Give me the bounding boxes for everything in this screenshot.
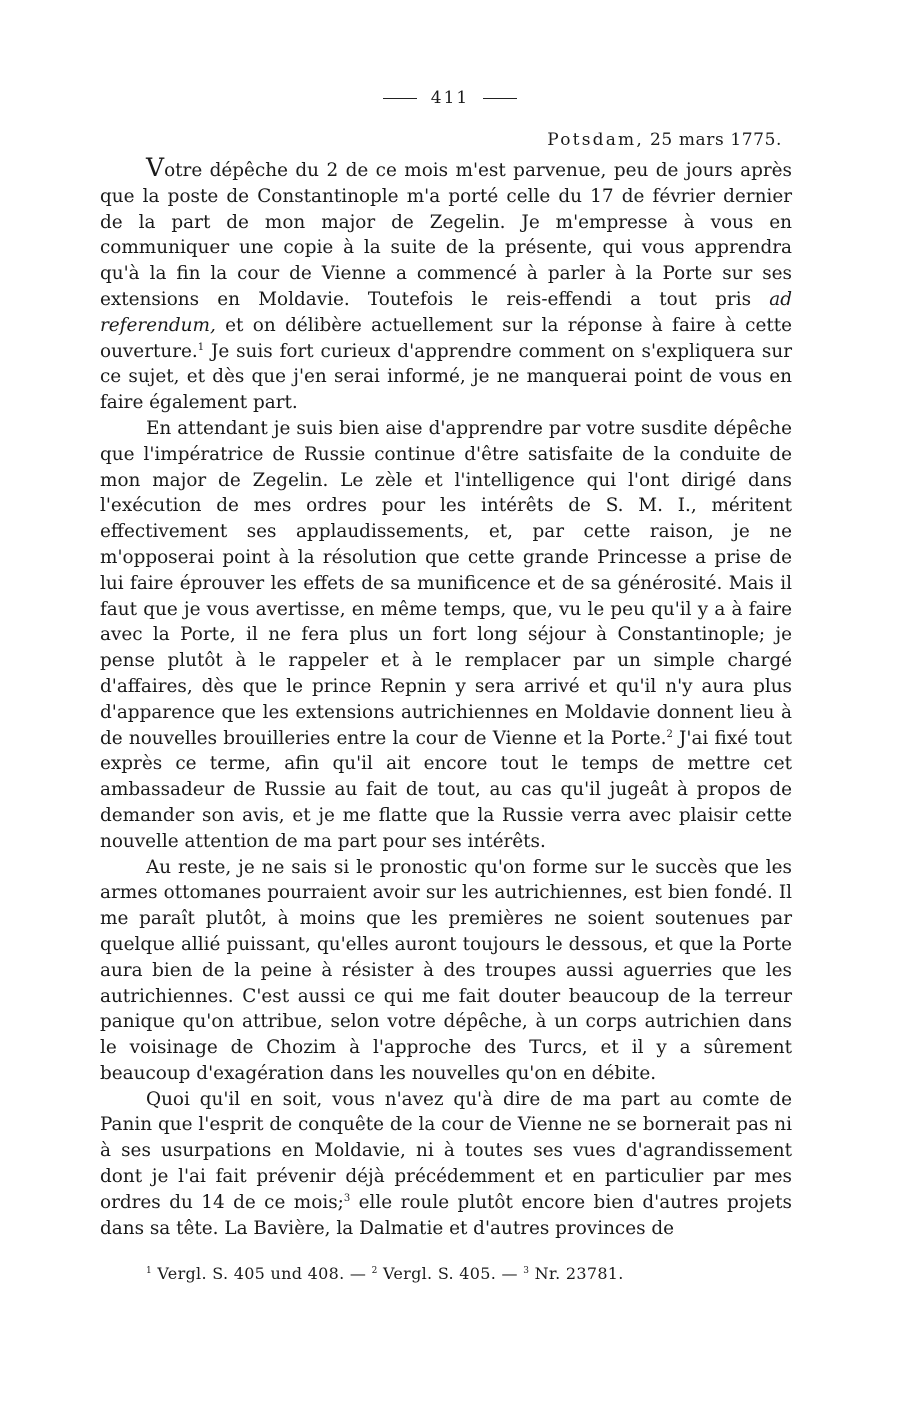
header-rule-right [483, 98, 517, 99]
paragraph-1 [100, 153, 792, 416]
paragraph-3 [100, 855, 792, 1087]
paragraph-1-text-a: otre dépêche du 2 de ce mois m'est parvenue, peu de jours après que la poste de Constantinople m'a porté celle du 17 de février dernier de la part de mon major de Zegelin. Je m'empresse à vous en communiquer une copie à la suite de la présente, qui vous apprendra qu'à la fin la cour de Vienne a commencé à parler à la Porte sur ses extensions en Moldavie. Toutefois le reis-effendi a tout pris [100, 160, 792, 310]
paragraph-1-text-b: et on délibère actuellement sur la réponse à faire à cette ouverture. [100, 314, 792, 362]
dateline-date: 25 mars 1775. [649, 130, 782, 150]
paragraph-2-text-a: En attendant je suis bien aise d'apprendre par votre susdite dépêche que l'impératrice de Russie continue d'être satisfaite de la conduite de mon major de Zegelin. Le zèle et l'intelligence qui l'ont dirigé dans l'exécution de mes ordres pour les intérêts de S. M. I., méritent effectivement ses applaudissements, et, par cette raison, je ne m'opposerai point à la résolution que cette grande Princesse a prise de lui faire éprouver les effets de sa munificence et de sa générosité. Mais il faut que je vous avertisse, en même temps, que, vu le peu qu'il y a à faire avec la Porte, il ne fera plus un fort long séjour à Constantinople; je pense plutôt à le rappeler et à le remplacer par un simple chargé d'affaires, dès que le prince Repnin y sera arrivé et qu'il n'y aura plus d'apparence que les extensions autrichiennes en Moldavie donnent lieu à de nouvelles brouilleries entre la cour de Vienne et la Porte. [100, 417, 792, 749]
footnote-3-marker: 3 [523, 1266, 530, 1276]
paragraph-4-text-a: Quoi qu'il en soit, vous n'avez qu'à dire de ma part au comte de Panin que l'esprit de conquête de la cour de Vienne ne se bornerait pas ni à ses usurpations en Moldavie, ni à toutes ses vues d'agrandissement dont je l'ai fait prévenir déjà précédemment et en particulier par mes ordres du 14 de ce mois; [100, 1088, 792, 1213]
footnote-1-marker: 1 [146, 1266, 153, 1276]
footnote-2-text: Vergl. S. 405. — [377, 1264, 524, 1283]
footnote-ref-3: 3 [343, 1192, 351, 1204]
initial-letter: V [146, 153, 165, 182]
paragraph-1-italic: ad referendum, [100, 288, 792, 336]
paragraph-1-text-c: Je suis fort curieux d'apprendre comment on s'expliquera sur ce sujet, et dès que j'en serai informé, je ne manquerai point de vous en faire également part. [100, 340, 792, 414]
paragraph-2 [100, 416, 792, 855]
page-number: 411 [430, 88, 470, 108]
dateline [547, 130, 782, 150]
page-header [0, 88, 900, 108]
footnote-2-marker: 2 [371, 1266, 378, 1276]
paragraph-4-text-b: elle roule plutôt encore bien d'autres projets dans sa tête. La Bavière, la Dalmatie et d'autres provinces de [100, 1191, 792, 1239]
letter-body [100, 153, 793, 1241]
footnote-3-text: Nr. 23781. [529, 1264, 624, 1283]
paragraph-3-text: Au reste, je ne sais si le pronostic qu'on forme sur le succès que les armes ottomanes pourraient avoir sur les autrichiennes, est bien fondé. Il me paraît plutôt, à moins que les premières ne soient soutenues par quelque allié puissant, qu'elles auront toujours le dessous, et que la Porte aura bien de la peine à résister à des troupes aussi aguerries que les autrichiennes. C'est aussi ce qui me fait douter beaucoup de la terreur panique qu'on attribue, selon votre dépêche, à un corps autrichien dans le voisinage de Chozim à l'approche des Turcs, et il y a sûrement beaucoup d'exagération dans les nouvelles qu'on en débite. [100, 856, 792, 1084]
footnote-1-text: Vergl. S. 405 und 408. — [152, 1264, 372, 1283]
paragraph-2-text-b: J'ai fixé tout exprès ce terme, afin qu'il ait encore tout le temps de mettre cet ambassadeur de Russie au fait de tout, au cas qu'il jugeât à propos de demander son avis, et je me flatte que la Russie verra avec plaisir cette nouvelle attention de ma part pour ses intérêts. [100, 727, 793, 852]
footnote-ref-2: 2 [666, 728, 673, 740]
header-rule-left [383, 98, 417, 99]
footnote-ref-1: 1 [197, 341, 205, 353]
dateline-place: Potsdam, [547, 130, 644, 150]
footnotes [146, 1264, 846, 1283]
paragraph-4 [100, 1087, 792, 1242]
